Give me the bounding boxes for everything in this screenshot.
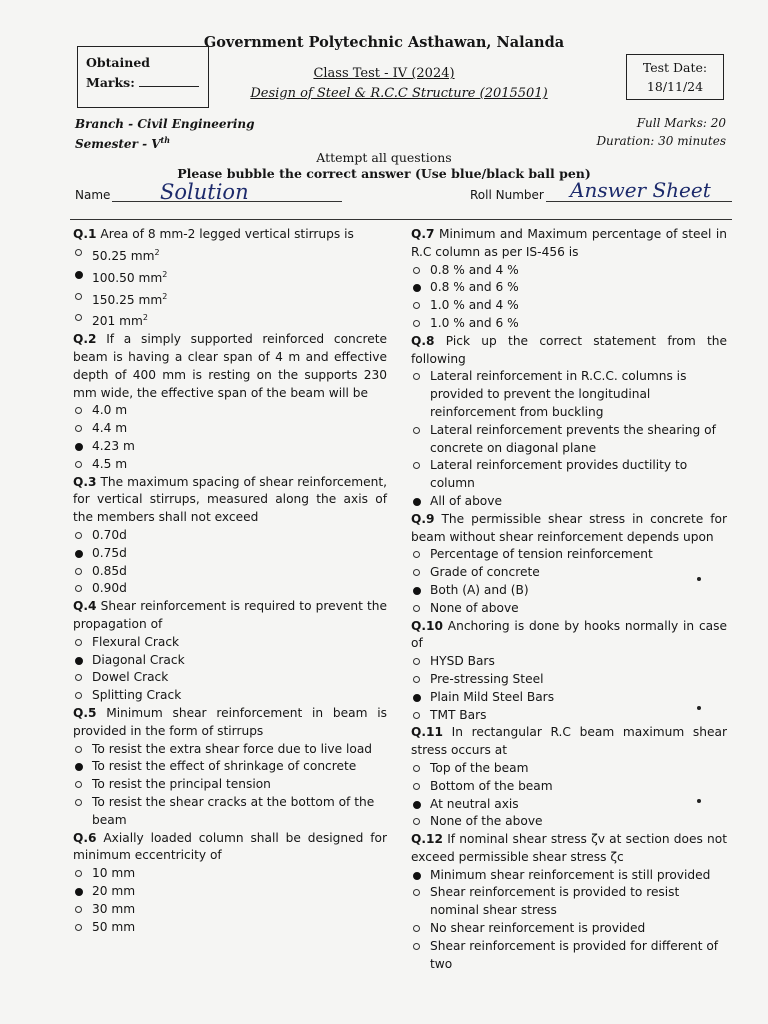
option-text: 4.5 m bbox=[92, 456, 128, 471]
empty-bubble-icon[interactable] bbox=[75, 461, 82, 468]
question-number: Q.7 bbox=[411, 227, 435, 241]
answer-option[interactable] bbox=[73, 794, 387, 830]
questions-right-column bbox=[411, 226, 727, 973]
empty-bubble-icon[interactable] bbox=[413, 676, 420, 683]
answer-option[interactable] bbox=[411, 884, 727, 920]
question-stem: The permissible shear stress in concrete for beam without shear reinforcement depends upon bbox=[411, 511, 727, 544]
answer-option[interactable] bbox=[73, 527, 387, 545]
option-text: Shear reinforcement is provided for different of two bbox=[430, 938, 719, 971]
option-text: 0.75d bbox=[92, 545, 127, 560]
answer-option[interactable] bbox=[73, 420, 387, 438]
filled-bubble-icon[interactable] bbox=[413, 872, 421, 880]
question-text bbox=[411, 618, 727, 654]
filled-bubble-icon[interactable] bbox=[413, 694, 421, 702]
answer-option[interactable] bbox=[73, 545, 387, 563]
answer-option[interactable] bbox=[411, 707, 727, 725]
option-text: 0.90d bbox=[92, 581, 127, 596]
question-text bbox=[73, 830, 387, 866]
answer-option[interactable] bbox=[73, 438, 387, 456]
empty-bubble-icon[interactable] bbox=[413, 925, 420, 932]
question-stem: The maximum spacing of shear reinforcement, for vertical stirrups, measured along the axis of the members shall not exceed bbox=[73, 474, 388, 525]
answer-option[interactable] bbox=[411, 422, 727, 458]
subject-title: Design of Steel & R.C.C Structure (2015501) bbox=[250, 86, 548, 101]
option-text: 4.4 m bbox=[92, 421, 128, 436]
empty-bubble-icon[interactable] bbox=[413, 569, 420, 576]
empty-bubble-icon[interactable] bbox=[413, 551, 420, 558]
option-text: 30 mm bbox=[92, 901, 136, 916]
filled-bubble-icon[interactable] bbox=[75, 550, 83, 558]
question-number: Q.9 bbox=[411, 511, 435, 526]
option-text: 150.25 mm bbox=[92, 292, 163, 307]
empty-bubble-icon[interactable] bbox=[75, 585, 82, 592]
question-number: Q.6 bbox=[73, 830, 97, 845]
option-text: All of above bbox=[430, 493, 502, 508]
answer-option[interactable] bbox=[73, 919, 387, 937]
option-text: 0.8 % and 4 % bbox=[430, 262, 519, 277]
marks-label: Marks: bbox=[86, 75, 135, 90]
option-superscript: 2 bbox=[154, 247, 160, 257]
option-text: 20 mm bbox=[92, 883, 136, 898]
empty-bubble-icon[interactable] bbox=[413, 427, 420, 434]
institution-title: Government Polytechnic Asthawan, Nalanda bbox=[203, 34, 565, 51]
question-number: Q.2 bbox=[73, 332, 97, 347]
option-text: Pre-stressing Steel bbox=[430, 671, 544, 686]
option-text: Shear reinforcement is provided to resist nominal shear stress bbox=[430, 885, 680, 918]
option-superscript: 2 bbox=[162, 291, 168, 301]
empty-bubble-icon[interactable] bbox=[75, 781, 82, 788]
question-block bbox=[411, 511, 727, 618]
filled-bubble-icon[interactable] bbox=[75, 888, 83, 896]
answer-option[interactable] bbox=[411, 546, 727, 564]
answer-option[interactable] bbox=[411, 813, 727, 831]
empty-bubble-icon[interactable] bbox=[75, 692, 82, 699]
answer-option[interactable] bbox=[73, 266, 387, 288]
empty-bubble-icon[interactable] bbox=[413, 783, 420, 790]
empty-bubble-icon[interactable] bbox=[413, 658, 420, 665]
answer-option[interactable] bbox=[411, 671, 727, 689]
instruction-line-2: Please bubble the correct answer (Use blue/black ball pen) bbox=[177, 166, 591, 181]
marks-duration-block bbox=[596, 114, 726, 150]
branch-semester-block bbox=[75, 116, 255, 152]
answer-option[interactable] bbox=[73, 901, 387, 919]
empty-bubble-icon[interactable] bbox=[75, 532, 82, 539]
empty-bubble-icon[interactable] bbox=[413, 889, 420, 896]
answer-option[interactable] bbox=[73, 580, 387, 598]
question-number: Q.4 bbox=[73, 599, 97, 614]
option-text: 100.50 mm bbox=[92, 270, 163, 285]
full-marks-text: Full Marks: 20 bbox=[636, 116, 726, 130]
question-text bbox=[411, 226, 727, 262]
question-number: Q.10 bbox=[411, 618, 443, 633]
option-text: HYSD Bars bbox=[430, 654, 495, 669]
option-superscript: 2 bbox=[162, 269, 168, 279]
empty-bubble-icon[interactable] bbox=[413, 818, 420, 825]
question-text bbox=[411, 724, 727, 760]
exam-title: Class Test - IV (2024) bbox=[313, 66, 455, 81]
filled-bubble-icon[interactable] bbox=[413, 498, 421, 506]
question-stem: Axially loaded column shall be designed for minimum eccentricity of bbox=[73, 830, 387, 863]
question-block bbox=[73, 830, 387, 937]
option-text: Lateral reinforcement prevents the shearing of concrete on diagonal plane bbox=[430, 422, 716, 455]
answer-option[interactable] bbox=[411, 564, 727, 582]
question-stem: Pick up the correct statement from the following bbox=[411, 333, 728, 366]
question-text bbox=[411, 831, 727, 867]
option-superscript: 2 bbox=[142, 313, 148, 323]
option-text: 4.0 m bbox=[92, 403, 128, 418]
option-text: 50 mm bbox=[92, 919, 136, 934]
option-text: Lateral reinforcement provides ductility to column bbox=[430, 458, 688, 491]
question-block bbox=[411, 724, 727, 831]
empty-bubble-icon[interactable] bbox=[75, 407, 82, 414]
empty-bubble-icon[interactable] bbox=[75, 249, 82, 256]
answer-option[interactable] bbox=[411, 262, 727, 280]
answer-option[interactable] bbox=[411, 796, 727, 814]
empty-bubble-icon[interactable] bbox=[75, 924, 82, 931]
answer-option[interactable] bbox=[73, 758, 387, 776]
empty-bubble-icon[interactable] bbox=[75, 293, 82, 300]
filled-bubble-icon[interactable] bbox=[413, 801, 421, 809]
empty-bubble-icon[interactable] bbox=[75, 870, 82, 877]
empty-bubble-icon[interactable] bbox=[75, 799, 82, 806]
empty-bubble-icon[interactable] bbox=[413, 302, 420, 309]
empty-bubble-icon[interactable] bbox=[413, 373, 420, 380]
empty-bubble-icon[interactable] bbox=[75, 746, 82, 753]
question-block bbox=[73, 705, 387, 830]
question-number: Q.5 bbox=[73, 705, 97, 720]
test-date-label: Test Date: bbox=[642, 60, 708, 75]
question-text bbox=[411, 511, 727, 547]
stray-pen-mark bbox=[697, 799, 701, 803]
empty-bubble-icon[interactable] bbox=[413, 943, 420, 950]
empty-bubble-icon[interactable] bbox=[413, 462, 420, 469]
filled-bubble-icon[interactable] bbox=[75, 763, 83, 771]
question-block bbox=[73, 474, 387, 599]
answer-option[interactable] bbox=[411, 297, 727, 315]
empty-bubble-icon[interactable] bbox=[75, 425, 82, 432]
question-stem: Area of 8 mm-2 legged vertical stirrups is bbox=[100, 227, 354, 241]
answer-option[interactable] bbox=[411, 600, 727, 618]
answer-option[interactable] bbox=[411, 920, 727, 938]
question-number: Q.1 bbox=[73, 227, 97, 241]
answer-option[interactable] bbox=[73, 402, 387, 420]
option-text: Diagonal Crack bbox=[92, 652, 185, 667]
question-number: Q.11 bbox=[411, 725, 443, 740]
option-text: Minimum shear reinforcement is still provided bbox=[430, 867, 711, 882]
question-stem: Minimum and Maximum percentage of steel in R.C column as per IS-456 is bbox=[411, 227, 727, 259]
answer-option[interactable] bbox=[411, 689, 727, 707]
instruction-line-1: Attempt all questions bbox=[316, 150, 452, 165]
question-stem: Shear reinforcement is required to prevent the propagation of bbox=[73, 599, 388, 631]
question-stem: Anchoring is done by hooks normally in case of bbox=[411, 618, 728, 651]
empty-bubble-icon[interactable] bbox=[75, 314, 82, 321]
option-text: 0.85d bbox=[92, 563, 127, 578]
answer-option[interactable] bbox=[411, 778, 727, 796]
answer-option[interactable] bbox=[411, 493, 727, 511]
question-stem: In rectangular R.C beam maximum shear stress occurs at bbox=[411, 725, 727, 758]
question-block bbox=[73, 331, 387, 473]
question-text bbox=[411, 333, 727, 369]
answer-option[interactable] bbox=[411, 867, 727, 885]
answer-option[interactable] bbox=[73, 634, 387, 652]
question-stem: If a simply supported reinforced concrete beam is having a clear span of 4 m and effective depth of 400 mm is resting on the supports 230 mm wide, the effective span of the beam will be bbox=[73, 332, 387, 400]
option-text: Splitting Crack bbox=[92, 688, 182, 703]
question-block bbox=[73, 598, 387, 705]
option-text: To resist the extra shear force due to live load bbox=[92, 741, 373, 756]
question-block bbox=[73, 226, 387, 331]
questions-left-column bbox=[73, 226, 387, 936]
answer-option[interactable] bbox=[411, 315, 727, 333]
stray-pen-mark bbox=[697, 706, 701, 710]
option-text: 1.0 % and 6 % bbox=[430, 315, 519, 330]
answer-option[interactable] bbox=[411, 457, 727, 493]
roll-number-label: Roll Number bbox=[470, 188, 544, 202]
answer-option[interactable] bbox=[73, 883, 387, 901]
question-stem: Minimum shear reinforcement in beam is provided in the form of stirrups bbox=[73, 705, 387, 738]
question-number: Q.8 bbox=[411, 333, 435, 348]
answer-option[interactable] bbox=[73, 865, 387, 883]
question-block bbox=[411, 226, 727, 333]
question-text bbox=[73, 226, 387, 244]
option-text: 0.70d bbox=[92, 528, 127, 542]
answer-option[interactable] bbox=[73, 288, 387, 310]
option-text: At neutral axis bbox=[430, 796, 519, 811]
option-text: To resist the shear cracks at the bottom of the beam bbox=[92, 794, 375, 827]
option-text: No shear reinforcement is provided bbox=[430, 921, 646, 936]
option-text: 4.23 m bbox=[92, 439, 135, 454]
empty-bubble-icon[interactable] bbox=[413, 605, 420, 612]
stray-pen-mark bbox=[697, 577, 701, 581]
question-text bbox=[73, 331, 387, 402]
option-text: To resist the effect of shrinkage of concrete bbox=[92, 759, 357, 774]
roll-number-handwritten-value: Answer Sheet bbox=[570, 178, 711, 202]
name-handwritten-value: Solution bbox=[160, 180, 249, 204]
answer-option[interactable] bbox=[411, 938, 727, 974]
option-text: 1.0 % and 4 % bbox=[430, 298, 519, 313]
empty-bubble-icon[interactable] bbox=[413, 765, 420, 772]
filled-bubble-icon[interactable] bbox=[413, 284, 421, 292]
question-number: Q.3 bbox=[73, 474, 97, 489]
option-text: Flexural Crack bbox=[92, 634, 180, 649]
answer-option[interactable] bbox=[73, 456, 387, 474]
test-date-value: 18/11/24 bbox=[646, 79, 704, 94]
option-text: TMT Bars bbox=[430, 707, 487, 722]
answer-option[interactable] bbox=[73, 741, 387, 759]
answer-option[interactable] bbox=[73, 563, 387, 581]
answer-option[interactable] bbox=[411, 582, 727, 600]
option-text: Lateral reinforcement in R.C.C. columns is provided to prevent the longitudinal reinforcement from buckling bbox=[430, 369, 687, 419]
answer-option[interactable] bbox=[73, 669, 387, 687]
empty-bubble-icon[interactable] bbox=[75, 568, 82, 575]
empty-bubble-icon[interactable] bbox=[413, 712, 420, 719]
empty-bubble-icon[interactable] bbox=[75, 674, 82, 681]
answer-option[interactable] bbox=[73, 776, 387, 794]
empty-bubble-icon[interactable] bbox=[413, 320, 420, 327]
option-text: To resist the principal tension bbox=[92, 777, 271, 792]
question-block bbox=[411, 831, 727, 973]
filled-bubble-icon[interactable] bbox=[75, 657, 83, 665]
answer-option[interactable] bbox=[73, 652, 387, 670]
answer-option[interactable] bbox=[411, 279, 727, 297]
filled-bubble-icon[interactable] bbox=[75, 271, 83, 279]
semester-text: Semester - Vth bbox=[75, 135, 171, 151]
question-text bbox=[73, 474, 387, 527]
option-text: 50.25 mm bbox=[92, 248, 155, 263]
option-text: 0.8 % and 6 % bbox=[430, 280, 519, 295]
branch-text: Branch - Civil Engineering bbox=[75, 117, 255, 131]
option-text: Bottom of the beam bbox=[430, 778, 553, 793]
empty-bubble-icon[interactable] bbox=[413, 267, 420, 274]
answer-option[interactable] bbox=[411, 653, 727, 671]
answer-option[interactable] bbox=[73, 309, 387, 331]
header-divider bbox=[70, 219, 732, 220]
answer-option[interactable] bbox=[411, 760, 727, 778]
option-text: None of above bbox=[430, 600, 519, 615]
name-label: Name bbox=[75, 188, 111, 202]
option-text: Dowel Crack bbox=[92, 670, 169, 685]
option-text: Plain Mild Steel Bars bbox=[430, 689, 555, 704]
duration-text: Duration: 30 minutes bbox=[596, 134, 726, 148]
option-text: 10 mm bbox=[92, 866, 136, 881]
answer-option[interactable] bbox=[411, 368, 727, 421]
question-stem: If nominal shear stress ζv at section does not exceed permissible shear stress ζc bbox=[411, 832, 728, 864]
question-text bbox=[73, 598, 387, 634]
answer-option[interactable] bbox=[73, 687, 387, 705]
option-text: 201 mm bbox=[92, 314, 143, 329]
option-text: Percentage of tension reinforcement bbox=[430, 547, 653, 562]
empty-bubble-icon[interactable] bbox=[75, 906, 82, 913]
question-block bbox=[411, 333, 727, 511]
answer-option[interactable] bbox=[73, 244, 387, 266]
question-block bbox=[411, 618, 727, 725]
option-text: Top of the beam bbox=[430, 760, 529, 775]
option-text: Grade of concrete bbox=[430, 565, 540, 580]
filled-bubble-icon[interactable] bbox=[75, 443, 83, 451]
option-text: Both (A) and (B) bbox=[430, 582, 529, 597]
obtained-label: Obtained bbox=[86, 55, 151, 70]
empty-bubble-icon[interactable] bbox=[75, 639, 82, 646]
question-text bbox=[73, 705, 387, 741]
filled-bubble-icon[interactable] bbox=[413, 587, 421, 595]
question-number: Q.12 bbox=[411, 832, 443, 847]
option-text: None of the above bbox=[430, 814, 543, 829]
